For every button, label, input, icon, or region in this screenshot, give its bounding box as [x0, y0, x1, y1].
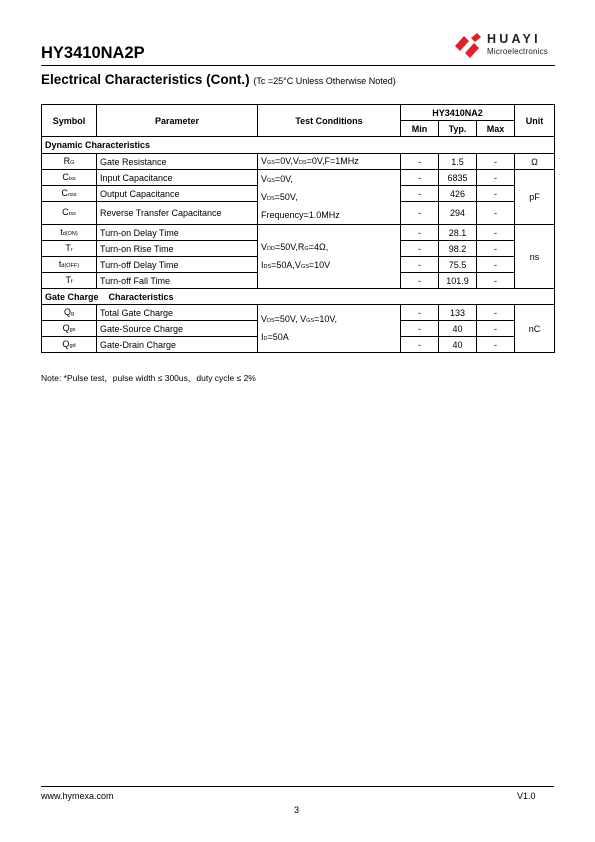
pulse-test-note: Note: *Pulse test，pulse width ≤ 300us，duty cycle ≤ 2% [41, 373, 256, 383]
typ-cell: 40 [439, 337, 477, 353]
min-cell: - [401, 337, 439, 353]
part-number: HY3410NA2P [41, 44, 145, 62]
parameter-cell: Gate-Drain Charge [97, 337, 258, 353]
parameter-cell: Turn-on Delay Time [97, 225, 258, 241]
typ-cell: 75.5 [439, 257, 477, 273]
min-cell: - [401, 202, 439, 225]
parameter-cell: Turn-off Fall Time [97, 273, 258, 289]
max-cell: - [477, 321, 515, 337]
typ-cell: 98.2 [439, 241, 477, 257]
header-device: HY3410NA2 [401, 105, 515, 121]
typ-cell: 28.1 [439, 225, 477, 241]
header-min: Min [401, 121, 439, 137]
unit-cell: Ω [515, 154, 555, 170]
min-cell: - [401, 170, 439, 186]
parameter-cell: Turn-on Rise Time [97, 241, 258, 257]
electrical-characteristics-table [41, 104, 555, 353]
symbol-cell: Qgs [42, 321, 97, 337]
section-row [42, 289, 555, 305]
typ-cell: 294 [439, 202, 477, 225]
min-cell: - [401, 186, 439, 202]
section-row [42, 137, 555, 154]
condition-cell: VGS=0V, VDS=50V, Frequency=1.0MHz [258, 170, 401, 225]
symbol-cell: RG [42, 154, 97, 170]
header-unit: Unit [515, 105, 555, 137]
max-cell: - [477, 202, 515, 225]
header-rule [41, 65, 555, 66]
max-cell: - [477, 154, 515, 170]
huayi-logo [453, 32, 556, 62]
table-row [42, 154, 555, 170]
symbol-cell: Qg [42, 305, 97, 321]
header-max: Max [477, 121, 515, 137]
min-cell: - [401, 154, 439, 170]
unit-cell: nC [515, 305, 555, 353]
symbol-cell: Crss [42, 202, 97, 225]
typ-cell: 101.9 [439, 273, 477, 289]
typ-cell: 426 [439, 186, 477, 202]
condition-cell: VDS=50V, VGS=10V, ID=50A [258, 305, 401, 353]
symbol-cell: Tr [42, 241, 97, 257]
typ-cell: 40 [439, 321, 477, 337]
symbol-cell: td(OFF) [42, 257, 97, 273]
min-cell: - [401, 273, 439, 289]
parameter-cell: Input Capacitance [97, 170, 258, 186]
min-cell: - [401, 241, 439, 257]
parameter-cell: Gate Resistance [97, 154, 258, 170]
min-cell: - [401, 225, 439, 241]
max-cell: - [477, 186, 515, 202]
unit-cell: ns [515, 225, 555, 289]
page-number: 3 [294, 805, 300, 815]
symbol-cell: Qgd [42, 337, 97, 353]
logo-mark-icon [453, 32, 485, 58]
parameter-cell: Turn-off Delay Time [97, 257, 258, 273]
footer-rule [41, 786, 554, 787]
section-title-text: Electrical Characteristics (Cont.) [41, 72, 250, 87]
footer-url[interactable]: www.hymexa.com [41, 791, 114, 801]
min-cell: - [401, 321, 439, 337]
max-cell: - [477, 241, 515, 257]
parameter-cell: Gate-Source Charge [97, 321, 258, 337]
table-row [42, 170, 555, 186]
max-cell: - [477, 170, 515, 186]
condition-cell: VDD=50V,RG=4Ω, IDS=50A,VGS=10V [258, 225, 401, 289]
logo-brand: HUAYI [487, 32, 541, 46]
max-cell: - [477, 225, 515, 241]
max-cell: - [477, 257, 515, 273]
symbol-cell: Tf [42, 273, 97, 289]
header-test-conditions: Test Conditions [258, 105, 401, 137]
header-parameter: Parameter [97, 105, 258, 137]
table-row [42, 305, 555, 321]
max-cell: - [477, 273, 515, 289]
condition-cell: VGS=0V,VDS=0V,F=1MHz [258, 154, 401, 170]
symbol-cell: Coss [42, 186, 97, 202]
table-header-row [42, 105, 555, 121]
parameter-cell: Output Capacitance [97, 186, 258, 202]
typ-cell: 133 [439, 305, 477, 321]
logo-sub: Microelectronics [487, 47, 548, 56]
section-title [41, 72, 396, 87]
max-cell: - [477, 337, 515, 353]
dynamic-section-title: Dynamic Characteristics [42, 137, 555, 154]
header-typ: Typ. [439, 121, 477, 137]
max-cell: - [477, 305, 515, 321]
typ-cell: 1.5 [439, 154, 477, 170]
header-symbol: Symbol [42, 105, 97, 137]
table-row [42, 225, 555, 241]
gate-section-title: Gate Charge Characteristics [42, 289, 555, 305]
parameter-cell: Total Gate Charge [97, 305, 258, 321]
min-cell: - [401, 305, 439, 321]
min-cell: - [401, 257, 439, 273]
parameter-cell: Reverse Transfer Capacitance [97, 202, 258, 225]
symbol-cell: Ciss [42, 170, 97, 186]
section-condition: (Tc =25°C Unless Otherwise Noted) [253, 76, 396, 86]
unit-cell: pF [515, 170, 555, 225]
footer-version: V1.0 [517, 791, 536, 801]
typ-cell: 6835 [439, 170, 477, 186]
symbol-cell: td(ON) [42, 225, 97, 241]
